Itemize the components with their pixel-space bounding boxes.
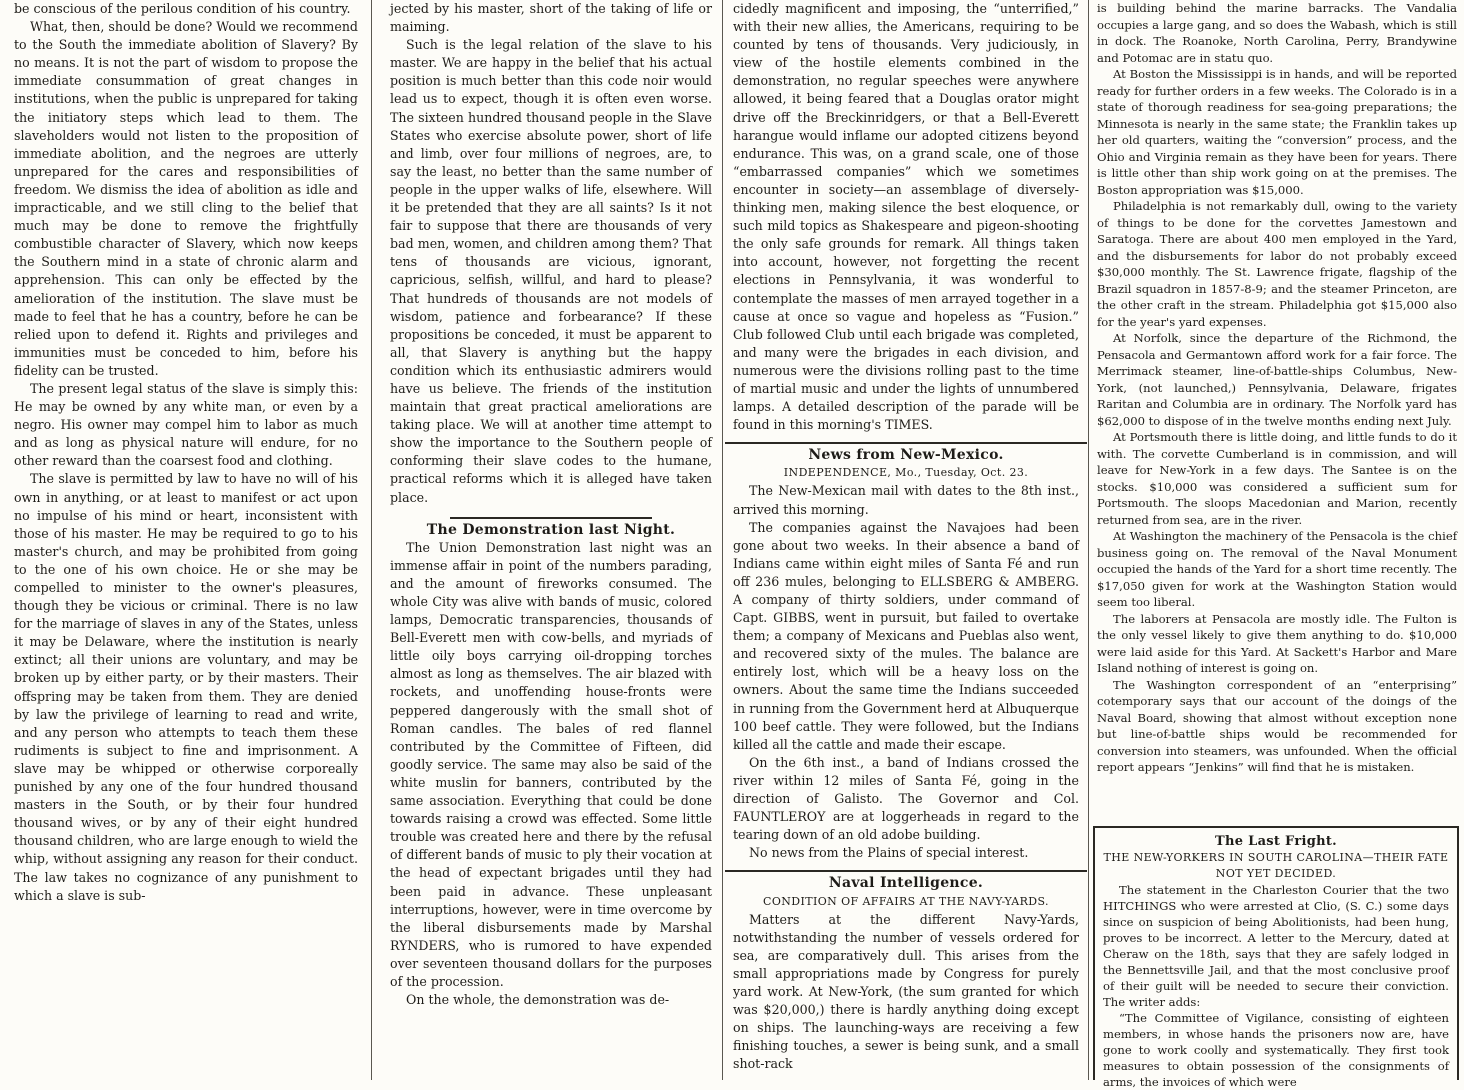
paragraph: At Portsmouth there is little doing, and little funds to do it with. The corvette Cumberland is in commission, and will leave for New-York in a few days. The Santee is on the stocks. $10,000 was considered a sufficient sum for Portsmouth. The sloops Macedonian and Marion, recently returned from sea, are in the river. — [1097, 430, 1457, 527]
article-heading: Naval Intelligence. — [828, 875, 984, 892]
column-2 — [390, 0, 712, 1080]
article-heading: The Last Fright. — [1215, 834, 1337, 849]
paragraph: Philadelphia is not remarkably dull, owing to the variety of things to be done for the corvettes Jamestown and Saratoga. There are about 400 men employed in the Yard, and the disbursements for labor do not probably exceed $30,000 monthly. The St. Lawrence frigate, flagship of the Brazil squadron in 1857-8-9; and the steamer Princeton, are the other craft in the stream. Philadelphia got $15,000 also for the year's yard expenses. — [1097, 199, 1457, 329]
paragraph: The companies against the Navajoes had been gone about two weeks. In their absence a band of Indians came within eight miles of Santa Fé and run off 236 mules, belonging to ELLSBERG & AMBERG. A company of thirty soldiers, under command of Capt. GIBBS, went in pursuit, but failed to overtake them; a company of Mexicans and Pueblas also went, and recovered sixty of the mules. The balance are entirely lost, which will be a heavy loss on the owners. About the same time the Indians succeeded in running from the Government herd at Albuquerque 100 beef cattle. They were followed, but the Indians killed all the cattle and made their escape. — [733, 519, 1079, 752]
paragraph: The statement in the Charleston Courier that the two HITCHINGS who were arrested at Clio, (S. C.) some days since on suspicion of being Abolitionists, had been hung, proves to be incorrect. A letter to the Mercury, dated at Cheraw on the 18th, says that they are safely lodged in the Bennettsville Jail, and that the most conclusive proof of their guilt will be needed to secure their conviction. The writer adds: — [1103, 883, 1449, 1009]
paragraph: The slave is permitted by law to have no will of his own in anything, or at least to manifest or act upon no impulse of his mind or heart, inconsistent with those of his master. He may be required to go to his master's church, and may be prohibited from going to the one of his own choice. He or she may be compelled to minister to the owner's pleasures, though they be vicious or criminal. There is no law for the marriage of slaves in any of the States, unless it may be Delaware, where the institution is nearly extinct; all their unions are voluntary, and may be broken up by either party, or by their masters. Their offspring may be taken from them. They are denied by law the privilege of learning to read and write, and any person who attempts to teach them these rudiments is subject to fine and imprisonment. A slave may be whipped or otherwise corporeally punished by any one of the four hundred thousand masters in the South, or by their four hundred thousand wives, or by any of their eight hundred thousand children, who are large enough to wield the whip, without assigning any reason for their conduct. The law takes no cognizance of any punishment to which a slave is sub- — [14, 471, 358, 903]
article-heading: News from New-Mexico. — [808, 447, 1004, 464]
paragraph: No news from the Plains of special interest. — [749, 845, 1029, 861]
boxed-article — [1093, 826, 1459, 1089]
subheading: CONDITION OF AFFAIRS AT THE NAVY-YARDS. — [763, 894, 1049, 908]
paragraph: “The Committee of Vigilance, consisting of eighteen members, in whose hands the prisoners now are, have gone to work coolly and systematically. They first took measures to obtain possession of the consignments of arms, the invoices of which were — [1103, 1011, 1449, 1089]
paragraph: jected by his master, short of the taking of life or maiming. — [390, 1, 712, 35]
paragraph: Such is the legal relation of the slave to his master. We are happy in the belief that his actual position is much better than this code noir would lead us to expect, though it is often even worse. The sixteen hundred thousand people in the Slave States who exercise absolute power, short of life and limb, over four millions of negroes, are, to say the least, no better than the same number of people in the upper walks of life, elsewhere. Will it be pretended that they are all saints? Is it not fair to suppose that there are thousands of very bad men, women, and children among them? That tens of thousands are vicious, ignorant, capricious, selfish, willful, and hard to please? That hundreds of thousands are not models of wisdom, patience and forbearance? If these propositions be conceded, it must be apparent to all, that Slavery is anything but the happy condition which its enthusiastic admirers would have us believe. The friends of the institution maintain that great practical ameliorations are taking place. We will at another time attempt to show the importance to the Southern people of conforming their slave codes to the humane, practical reforms which it is alleged have taken place. — [390, 37, 712, 505]
column-rule — [371, 0, 372, 1080]
paragraph: At Norfolk, since the departure of the Richmond, the Pensacola and Germantown afford work for a fair force. The Merrimack steamer, line-of-battle-ships Columbus, New-York, (not launched,) Pennsylvania, Delaware, frigates Raritan and Columbia are in ordinary. The Norfolk yard has $62,000 to dispose of in the twelve months ending next July. — [1097, 331, 1457, 428]
article-divider — [725, 434, 1087, 444]
paragraph: The Union Demonstration last night was an immense affair in point of the numbers parading, and the amount of fireworks consumed. The whole City was alive with bands of music, colored lamps, Democratic transparencies, thousands of Bell-Everett men with cow-bells, and myriads of little oily boys carrying oil-dropping torches almost as long as themselves. The air blazed with rockets, and unoffending house-fronts were peppered dangerously with the small shot of Roman candles. The bales of red flannel contributed by the Committee of Fifteen, did goodly service. The same may also be said of the white muslin for banners, contributed by the same association. Everything that could be done towards raising a crowd was effected. Some little trouble was created here and there by the refusal of different bands of music to ply their vocation at the head of expectant brigades until they had been paid in advance. These unpleasant interruptions, however, were in time overcome by the liberal disbursements made by Marshal RYNDERS, who is rumored to have expended over seventeen thousand dollars for the purposes of the procession. — [390, 539, 712, 989]
article-divider — [725, 862, 1087, 872]
subheading: THE NEW-YORKERS IN SOUTH CAROLINA—THEIR FATE NOT YET DECIDED. — [1103, 851, 1449, 880]
paragraph: The laborers at Pensacola are mostly idle. The Fulton is the only vessel likely to give them anything to do. $10,000 were laid aside for this Yard. At Sackett's Harbor and Mare Island nothing of interest is going on. — [1097, 611, 1457, 675]
dateline: INDEPENDENCE, Mo., Tuesday, Oct. 23. — [783, 466, 1029, 480]
article-divider — [450, 507, 652, 519]
column-4 — [1097, 0, 1457, 818]
column-3 — [733, 0, 1079, 1080]
paragraph: Matters at the different Navy-Yards, notwithstanding the number of vessels ordered for sea, are comparatively dull. This arises from the small appropriations made by Congress for purely yard work. At New-York, (the sum granted for which was $20,000,) there is hardly anything doing except on ships. The launching-ways are receiving a few finishing touches, a sewer is being sunk, and a small shot-rack — [733, 911, 1079, 1072]
paragraph: On the whole, the demonstration was de- — [406, 992, 670, 1008]
article-heading: The Demonstration last Night. — [426, 521, 676, 538]
paragraph: At Boston the Mississippi is in hands, and will be reported ready for further orders in a few weeks. The Colorado is in a state of thorough readiness for sea-going preparations; the Minnesota is nearly in the same state; the Franklin takes up her old quarters, waiting the “conversion” process, and the Ohio and Virginia remain as they have been for years. There is little other than ship work going on at the premises. The Boston appropriation was $15,000. — [1097, 67, 1457, 197]
paragraph: On the 6th inst., a band of Indians crossed the river within 12 miles of Santa Fé, going in the direction of Galisto. The Governor and Col. FAUNTLEROY are at loggerheads in regard to the tearing down of an old adobe building. — [733, 754, 1079, 843]
column-rule — [1088, 0, 1089, 1080]
paragraph: be conscious of the perilous condition of his country. — [14, 1, 351, 16]
paragraph: is building behind the marine barracks. The Vandalia occupies a large gang, and so does the Wabash, which is still in dock. The Roanoke, North Carolina, Perry, Brandywine and Potomac are in statu quo. — [1097, 1, 1457, 65]
paragraph: The New-Mexican mail with dates to the 8th inst., arrived this morning. — [733, 483, 1079, 517]
column-rule — [722, 0, 723, 1080]
column-1 — [14, 0, 358, 1080]
paragraph: cidedly magnificent and imposing, the “unterrified,” with their new allies, the Americans, requiring to be counted by tens of thousands. Very judiciously, in view of the hostile elements combined in the demonstration, no regular speeches were anywhere allowed, it being feared that a Douglas orator might drive off the Breckinridgers, or that a Bell-Everett harangue would inflame our adopted citizens beyond endurance. This was, on a grand scale, one of those “embarrassed companies” which we sometimes encounter in society—an assemblage of diversely-thinking men, making silence the best eloquence, or such mild topics as Shakespeare and pigeon-shooting the only safe grounds for remark. All things taken into account, however, not forgetting the recent elections in Pennsylvania, it was wonderful to contemplate the masses of men arrayed together in a cause at once so vague and hopeless as “Fusion.” Club followed Club until each brigade was completed, and many were the brigades in each division, and numerous were the divisions rolling past to the time of martial music and under the lights of unnumbered lamps. A detailed description of the parade will be found in this morning's TIMES. — [733, 1, 1079, 433]
paragraph: The Washington correspondent of an “enterprising” cotemporary says that our account of the doings of the Naval Board, showing that almost without exception none but line-of-battle ships would be recommended for conversion into steamers, was unfounded. When the official report appears “Jenkins” will find that he is mistaken. — [1097, 677, 1457, 774]
paragraph: What, then, should be done? Would we recommend to the South the immediate abolition of Slavery? By no means. It is not the part of wisdom to propose the immediate consummation of great changes in institutions, when the public is unprepared for taking the initiatory steps which lead to them. The slaveholders would not listen to the proposition of immediate abolition, and the negroes are utterly unprepared for the cares and responsibilities of freedom. We dismiss the idea of abolition as idle and impracticable, and we still cling to the belief that much may be done to remove the frightfully combustible character of Slavery, which now keeps the Southern mind in a state of chronic alarm and apprehension. This can only be effected by the amelioration of the institution. The slave must be made to feel that he has a country, before he can be relied upon to defend it. Rights and privileges and immunities must be conceded to him, before his fidelity can be trusted. — [14, 19, 358, 378]
paragraph: The present legal status of the slave is simply this: He may be owned by any white man, or even by a negro. His owner may compel him to labor as much and as long as physical nature will endure, for no other reward than the coarsest food and clothing. — [14, 380, 358, 469]
paragraph: At Washington the machinery of the Pensacola is the chief business going on. The removal of the Naval Monument occupied the hands of the Yard for a short time recently. The $17,050 given for work at the Washington Station would seem too liberal. — [1097, 529, 1457, 609]
